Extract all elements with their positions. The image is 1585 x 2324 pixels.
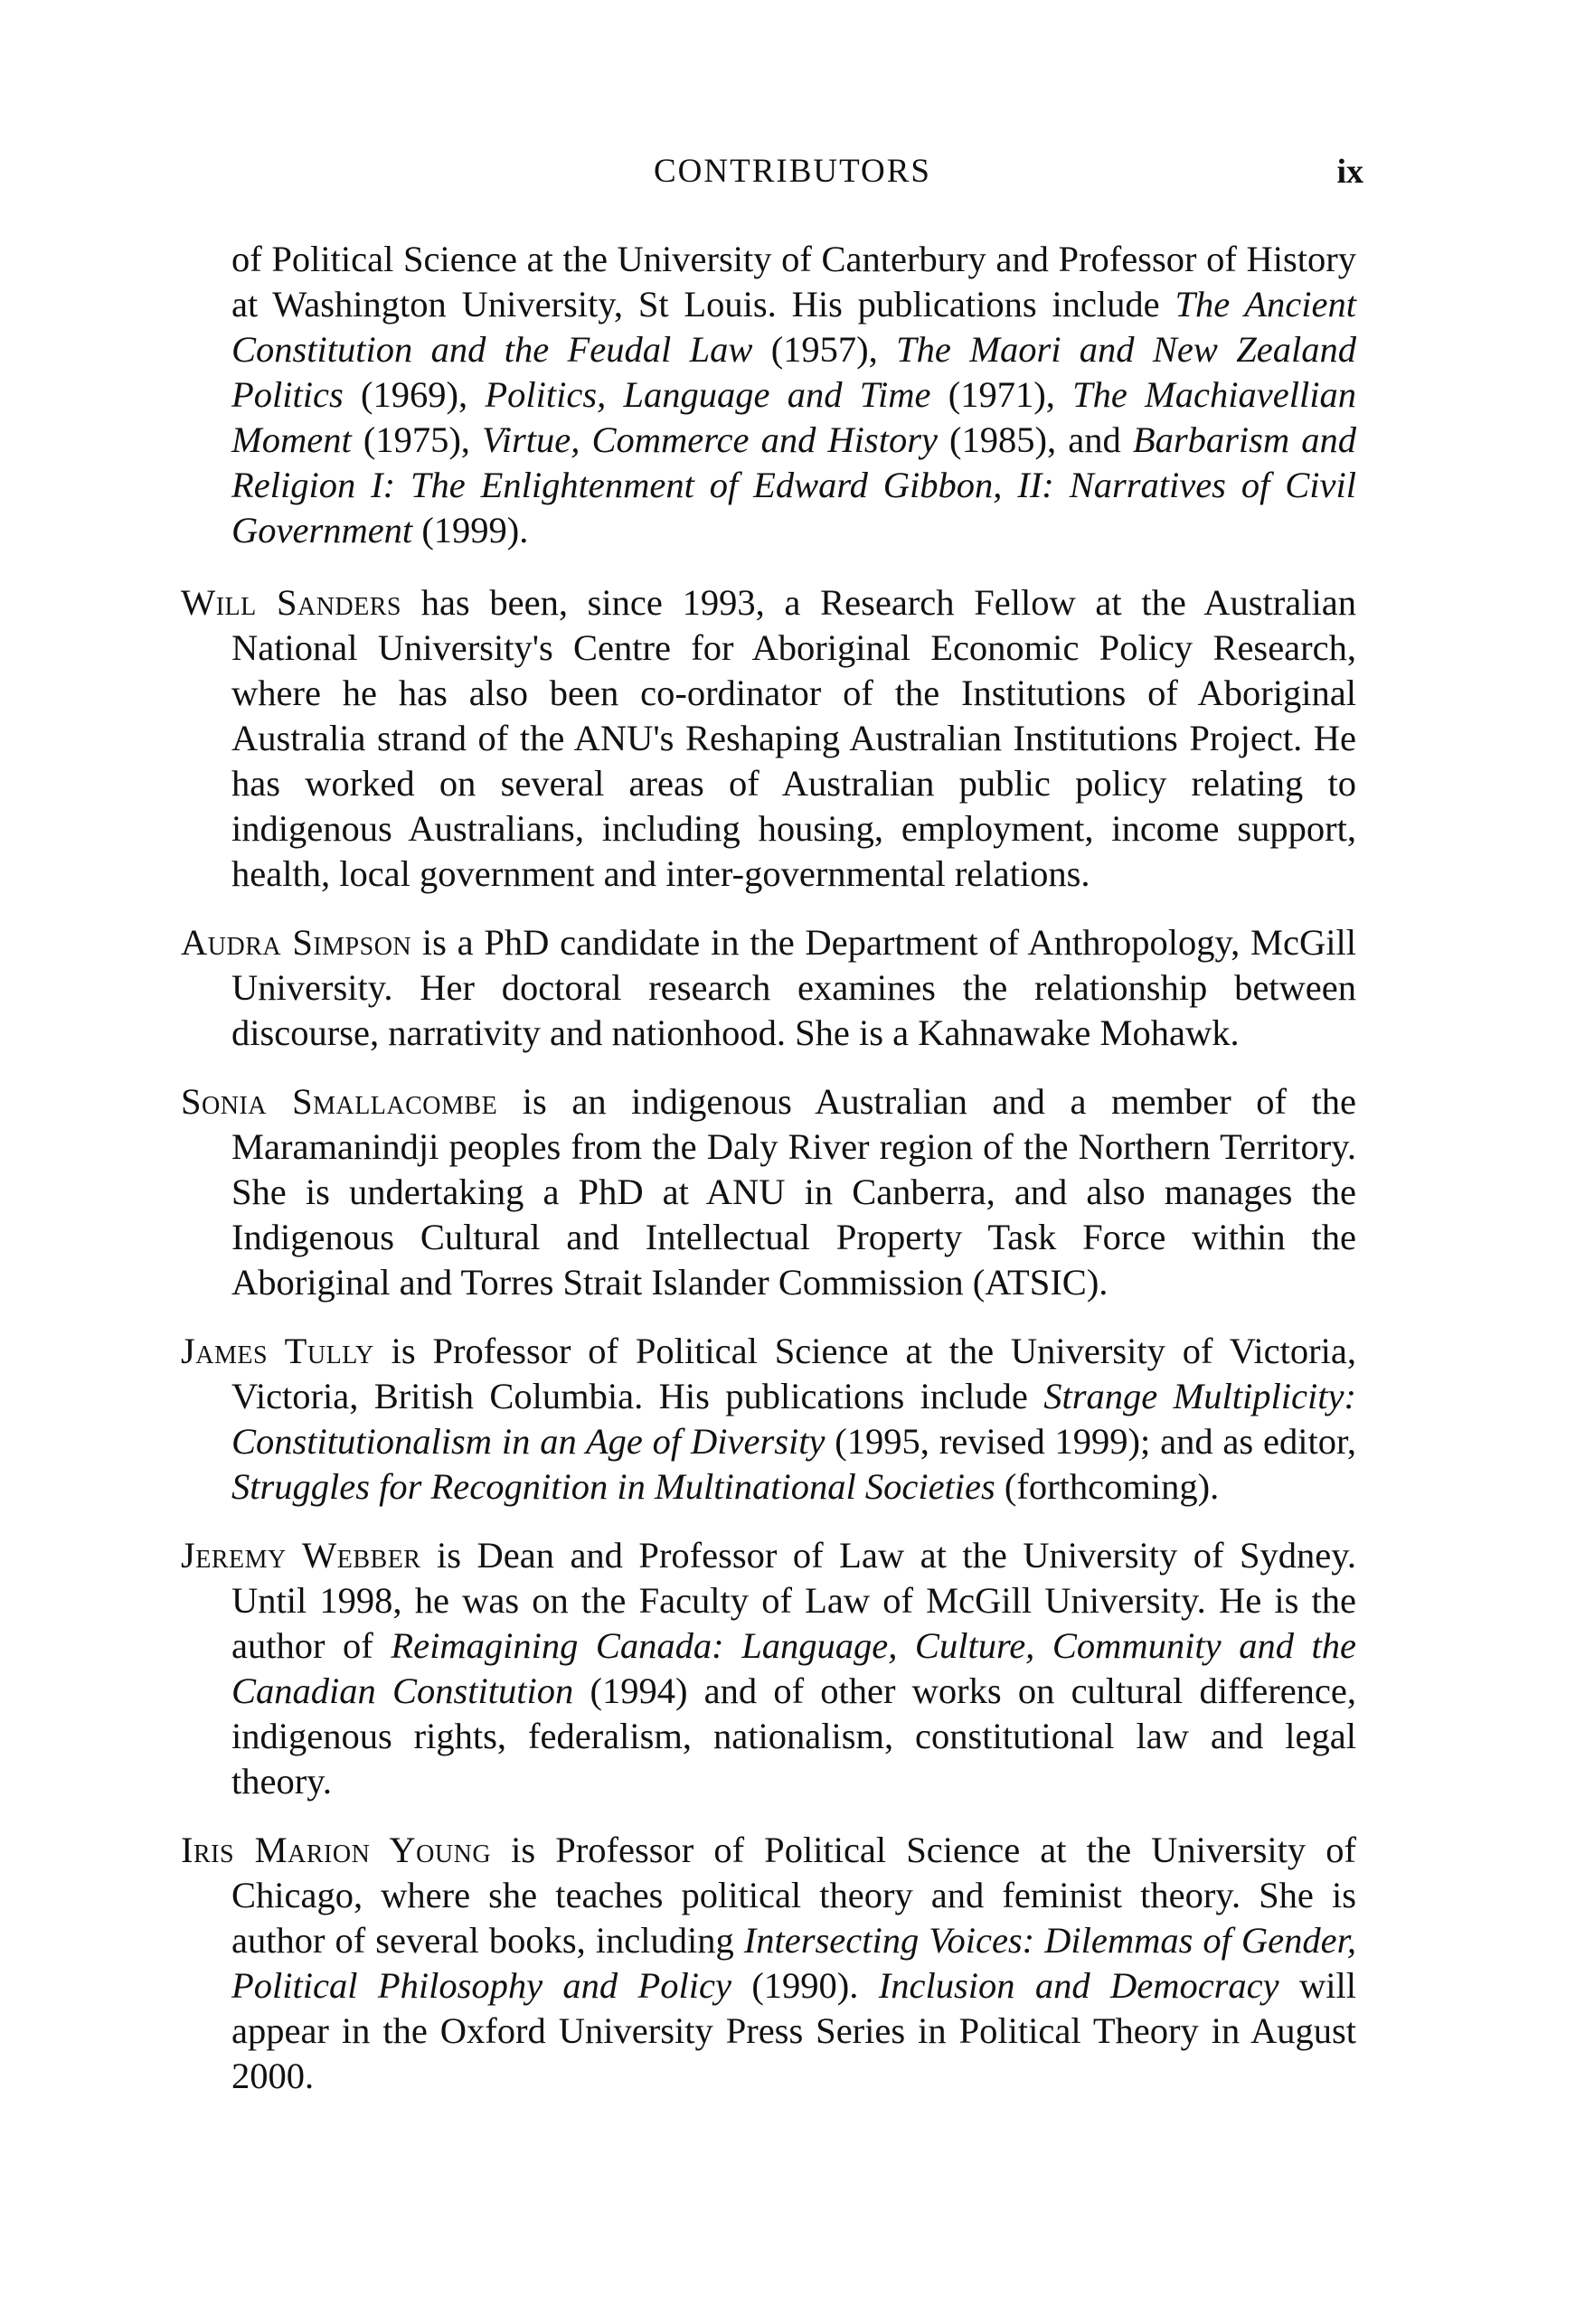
running-head [0, 152, 1585, 206]
contributor-name: Audra Simpson [181, 922, 412, 963]
running-title: CONTRIBUTORS [653, 153, 932, 190]
contributor-entry-continued [181, 237, 1356, 553]
entry-text: (1957), [752, 329, 897, 370]
contributor-entry [181, 920, 1356, 1056]
book-title: The Machiavellian Moment [231, 374, 1356, 460]
contributor-entry [181, 580, 1356, 897]
book-title: Strange Multiplicity: Constitutionalism in an Age of Diversity [231, 1376, 1356, 1462]
book-title: Struggles for Recognition in Multinational Societies [231, 1466, 995, 1507]
book-title: Politics, Language and Time [485, 374, 931, 415]
contributor-entry [181, 1079, 1356, 1305]
contributor-entry [181, 1828, 1356, 2099]
book-title: Virtue, Commerce and History [482, 419, 938, 460]
book-title: Intersecting Voices: Dilemmas of Gender, Political Philosophy and Policy [231, 1920, 1357, 2006]
entry-text: is Dean and Professor of Law at the University of Sydney. Until 1998, he was on the Faculty of Law of McGill University. He is the author of [231, 1535, 1356, 1666]
entry-text: (forthcoming). [995, 1466, 1220, 1507]
entry-text: is Professor of Political Science at the University of Chicago, where she teaches political theory and feminist theory. She is author of several books, including [231, 1830, 1356, 1961]
contributors-list [181, 237, 1356, 2122]
book-title: The Ancient Constitution and the Feudal Law [231, 284, 1356, 370]
entry-text: (1975), [351, 419, 483, 460]
contributor-name: Iris Marion Young [181, 1830, 492, 1870]
entry-text: (1985), and [937, 419, 1133, 460]
book-title: Barbarism and Religion I: The Enlightenment of Edward Gibbon, II: Narratives of Civil Government [231, 419, 1356, 550]
contributor-entry [181, 1329, 1356, 1510]
contributor-name: Jeremy Webber [181, 1535, 421, 1576]
entry-text: (1971), [930, 374, 1073, 415]
entry-text: is an indigenous Australian and a member of the Maramanindji peoples from the Daly River region of the Northern Territory. She is undertaking a PhD at ANU in Canberra, and also manages the Indigenous Cultural and Intellectual Property Task Force within the Aboriginal and Torres Strait Islander Commission (ATSIC). [231, 1081, 1357, 1303]
entry-text: (1995, revised 1999); and as editor, [825, 1421, 1356, 1462]
entry-text: (1999). [412, 510, 529, 550]
contributor-name: James Tully [181, 1331, 374, 1371]
entry-text: has been, since 1993, a Research Fellow at the Australian National University's Centre for Aboriginal Economic Policy Research, where he has also been co-ordinator of the Institutions of Aboriginal Australia strand of the ANU's Reshaping Australian Institutions Project. He has worked on several areas of Australian public policy relating to indigenous Australians, including housing, employment, income support, health, local government and inter-governmental relations. [231, 582, 1356, 894]
entry-text: is a PhD candidate in the Department of Anthropology, McGill University. Her doctoral research examines the relationship between discourse, narrativity and nationhood. She is a Kahnawake Mohawk. [231, 922, 1357, 1053]
entry-text: will appear in the Oxford University Press Series in Political Theory in August 2000. [231, 1965, 1356, 2096]
book-title: The Maori and New Zealand Politics [231, 329, 1356, 415]
book-title: Inclusion and Democracy [878, 1965, 1279, 2006]
entry-text: (1990). [731, 1965, 879, 2006]
contributor-entry [181, 1533, 1356, 1804]
entry-text: of Political Science at the University of Canterbury and Professor of History at Washington University, St Louis. His publications include [231, 239, 1356, 325]
entry-text: (1969), [343, 374, 486, 415]
entry-text: is Professor of Political Science at the University of Victoria, Victoria, British Columbia. His publications include [231, 1331, 1356, 1416]
book-title: Reimagining Canada: Language, Culture, Community and the Canadian Constitution [231, 1625, 1356, 1711]
contributor-name: Will Sanders [181, 582, 401, 623]
page-number: ix [1336, 153, 1363, 191]
entry-text: (1994) and of other works on cultural difference, indigenous rights, federalism, nationalism, constitutional law and legal theory. [231, 1670, 1356, 1802]
contributor-name: Sonia Smallacombe [181, 1081, 498, 1122]
